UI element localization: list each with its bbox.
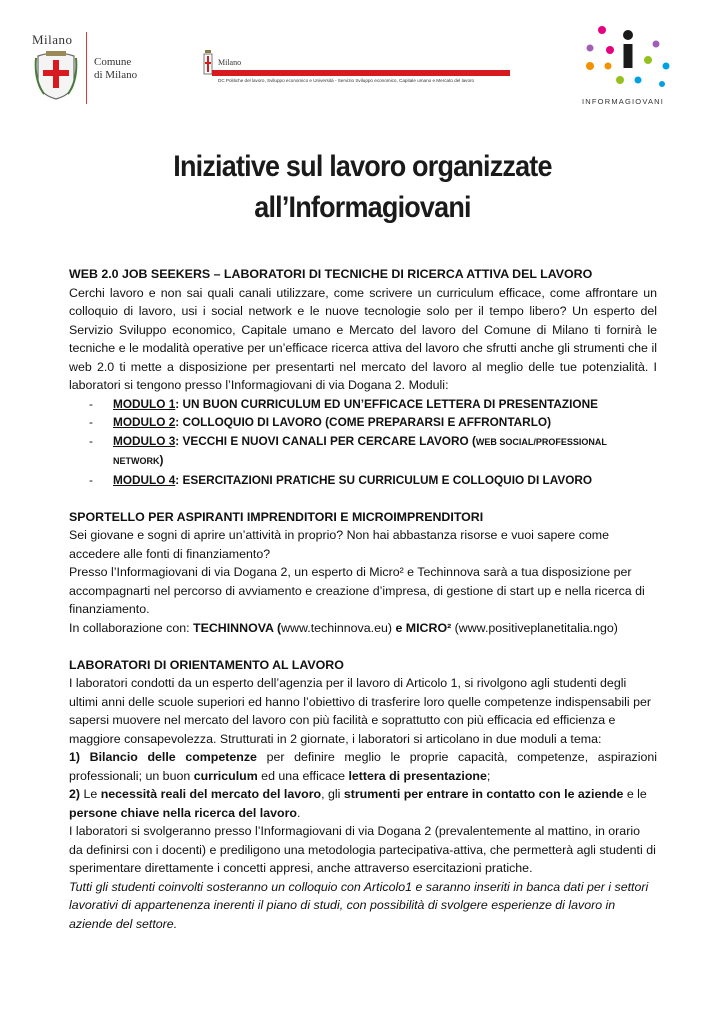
m1-text: per definire meglio le proprie capacità, competenze, aspirazioni professionali; un buon bbox=[69, 750, 657, 783]
milano-crest-icon bbox=[34, 50, 78, 100]
m2-bold: 2) bbox=[69, 787, 81, 801]
list-item bbox=[89, 395, 657, 414]
m1-bold3: lettera di presentazione bbox=[348, 768, 487, 783]
section3-p3: Tutti gli studenti coinvolti sosteranno un colloquio con Articolo1 e saranno inseriti in banca dati per i settori lavorativi di appartenenza inerenti il piano di studi, con possibilità di svolgere esperienze di lavoro in aziende del settore. bbox=[69, 879, 649, 931]
list-item bbox=[89, 471, 657, 490]
collab-techinnova: TECHINNOVA ( bbox=[193, 620, 282, 635]
m2-bold3: strumenti per entrare in contatto con le aziende bbox=[343, 787, 624, 801]
section3-p1: I laboratori condotti da un esperto dell’agenzia per il lavoro di Articolo 1, si rivolgono agli studenti degli ultimi anni delle scuole superiori ed hanno l’obiettivo di trasferire loro quelle competenze indispensabili per sapersi muovere nel mercato del lavoro con più facilità e soprattutto con più efficacia ed efficienza e maggiore consapevolezza. Strutturati in 2 giornate, i laboratori si articolano in due moduli a tema: bbox=[69, 676, 652, 746]
dc-milano-word: Milano bbox=[218, 58, 242, 67]
comune-text bbox=[94, 56, 137, 82]
m2-bold4: persone chiave nella ricerca del lavoro bbox=[69, 805, 297, 820]
list-item bbox=[89, 432, 657, 471]
modules-list bbox=[69, 395, 657, 490]
red-bar bbox=[212, 70, 510, 76]
m2-text3: e le bbox=[623, 787, 647, 801]
module-text: : COLLOQUIO DI LAVORO (COME PREPARARSI E AFFRONTARLO) bbox=[175, 415, 552, 429]
collab-micro: e MICRO² bbox=[395, 620, 452, 635]
section3-p2: I laboratori si svolgeranno presso l’Informagiovani di via Dogana 2 (prevalentemente al mattino, in orario da definirsi con i docenti) e prediligono una metodologia partecipativa-attiva, che permetterà agli studenti di sperimentare direttamente i concetti appresi, anche attraverso esercitazioni pratiche. bbox=[69, 824, 656, 875]
informagiovani-logo bbox=[580, 22, 680, 112]
title-line2: all’Informagiovani bbox=[254, 191, 471, 224]
section3-module1 bbox=[69, 748, 657, 785]
comune-di-milano-logo bbox=[28, 32, 153, 104]
informagiovani-dots-icon bbox=[580, 22, 680, 94]
dc-subtitle: DC Politiche del lavoro, Sviluppo economico e Università - Servizio Sviluppo economico, Capitale umano e Mercato del lavoro bbox=[218, 78, 475, 83]
section3-module2 bbox=[69, 785, 657, 822]
informagiovani-wordmark: INFORMAGIOVANI bbox=[582, 97, 665, 106]
m1-bold2: curriculum bbox=[193, 768, 258, 783]
module-small-text: WEB SOCIAL/PROFESSIONAL NETWORK bbox=[113, 436, 607, 466]
title-line1: Iniziative sul lavoro organizzate bbox=[173, 150, 552, 183]
page-title bbox=[36, 146, 689, 228]
module-label: MODULO 2 bbox=[113, 415, 176, 429]
m1-text3: ; bbox=[486, 768, 491, 783]
section2-p1: Sei giovane e sogni di aprire un’attività in proprio? Non hai abbastanza risorse e vuoi sapere come accedere alle fonti di finanziamento? bbox=[69, 528, 609, 561]
module-label: MODULO 1 bbox=[113, 396, 176, 411]
module-label: MODULO 4 bbox=[113, 472, 176, 487]
module-label: MODULO 3 bbox=[113, 433, 176, 448]
milano-wordmark: Milano bbox=[32, 32, 73, 47]
collab-micro-url: (www.positiveplanetitalia.ngo) bbox=[451, 620, 618, 635]
module-text: : UN BUON CURRICULUM ED UN’EFFICACE LETTERA DI PRESENTAZIONE bbox=[175, 396, 598, 411]
section2-heading: SPORTELLO PER ASPIRANTI IMPRENDITORI E MICROIMPRENDITORI bbox=[69, 509, 484, 524]
divider bbox=[86, 32, 87, 104]
collab-techinnova-url: www.techinnova.eu) bbox=[281, 620, 396, 635]
section3-heading: LABORATORI DI ORIENTAMENTO AL LAVORO bbox=[69, 657, 344, 672]
section1-body: Cerchi lavoro e non sai quali canali utilizzare, come scrivere un curriculum efficace, come affrontare un colloquio di lavoro, usi i social network e le nuove tecnologie solo per il tempo libero? Un esperto del Servizio Sviluppo economico, Capitale umano e Mercato del lavoro del Comune di Milano ti fornirà le tecniche e le modalità operative per un’efficace ricerca attiva del lavoro che sfrutti anche gli strumenti che il web 2.0 ti mette a disposizione per presentarti nel mercato del lavoro al meglio delle tue potenzialità. I laboratori si tengono presso l’Informagiovani di via Dogana 2. Moduli: bbox=[69, 285, 657, 392]
letterhead bbox=[0, 0, 725, 120]
m2-bold2: necessità reali del mercato del lavoro bbox=[100, 787, 322, 801]
comune-line2: di Milano bbox=[94, 69, 138, 81]
list-item bbox=[89, 413, 657, 432]
m2-text2: , gli bbox=[321, 787, 344, 801]
m2-text4: . bbox=[296, 805, 301, 820]
module-text: : ESERCITAZIONI PRATICHE SU CURRICULUM E COLLOQUIO DI LAVORO bbox=[175, 472, 593, 487]
document-body bbox=[69, 265, 657, 933]
module-text: : VECCHI E NUOVI CANALI PER CERCARE LAVORO ( bbox=[175, 433, 476, 448]
m1-text2: ed una efficace bbox=[257, 768, 349, 783]
module-after: ) bbox=[159, 453, 164, 467]
section2-p2: Presso l’Informagiovani di via Dogana 2, un esperto di Micro² e Techinnova sarà a tua disposizione per accompagnarti nel percorso di avviamento e creazione d’impresa, di gestione di start up e nella ricerca di finanziamento. bbox=[69, 565, 645, 616]
comune-line1: Comune bbox=[94, 56, 132, 68]
m1-bold: 1) Bilancio delle competenze bbox=[69, 750, 257, 764]
section1-heading: WEB 2.0 JOB SEEKERS – LABORATORI DI TECNICHE DI RICERCA ATTIVA DEL LAVORO bbox=[69, 267, 593, 281]
collab-prefix: In collaborazione con: bbox=[69, 620, 193, 635]
section2-collab bbox=[69, 619, 657, 638]
m2-text: Le bbox=[80, 787, 101, 801]
dc-politiche-lavoro-logo bbox=[202, 46, 512, 96]
